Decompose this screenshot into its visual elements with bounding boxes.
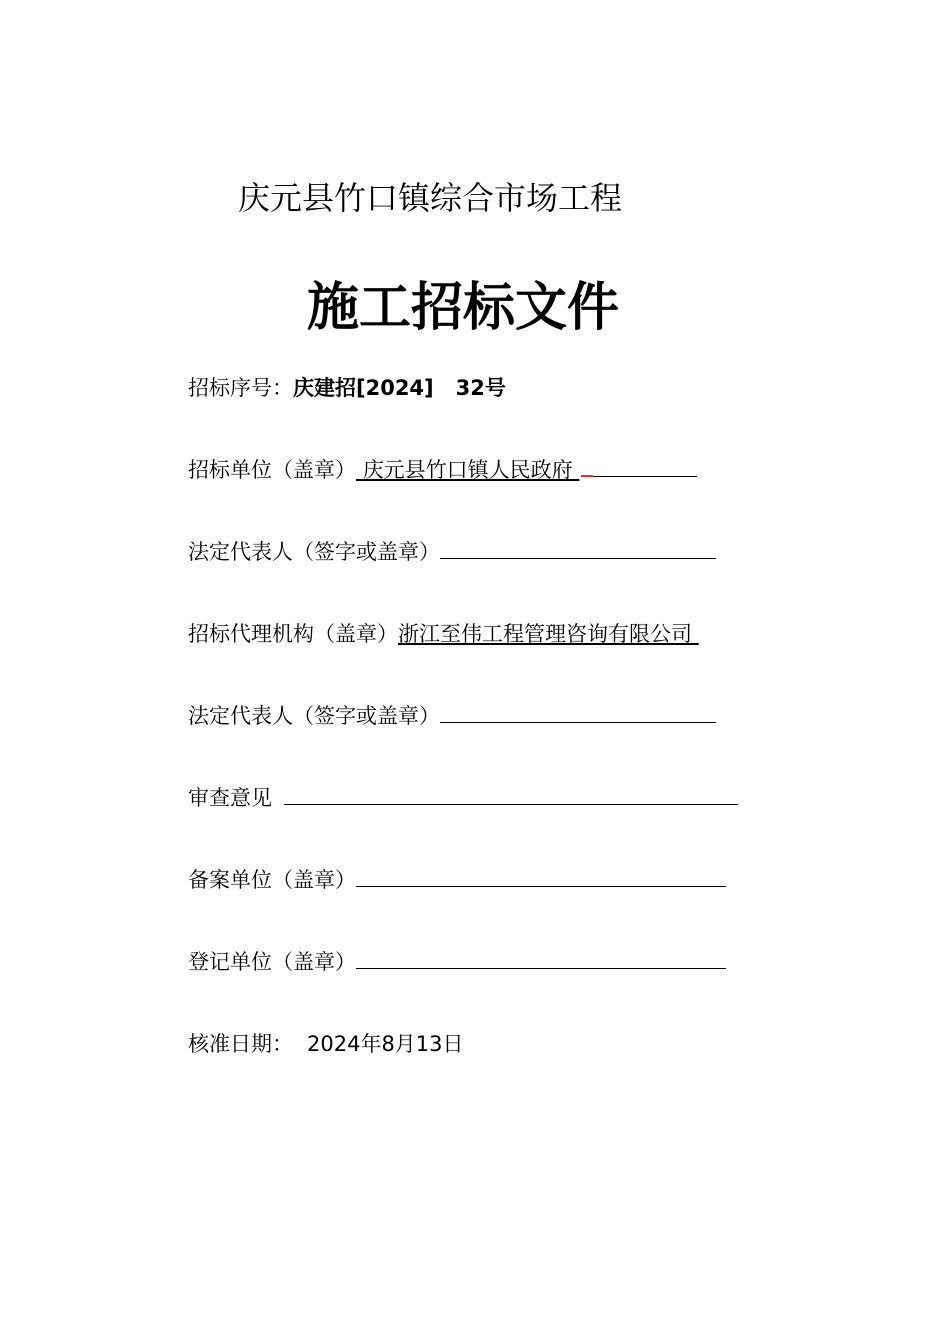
registration-fill-line bbox=[356, 950, 726, 969]
approval-date-row bbox=[188, 1030, 464, 1058]
legal-rep-1-label: 法定代表人（签字或盖章） bbox=[188, 540, 440, 564]
filing-fill-line bbox=[356, 868, 726, 887]
bid-number-value: 庆建招[2024] bbox=[293, 376, 434, 400]
legal-rep-2-label: 法定代表人（签字或盖章） bbox=[188, 704, 440, 728]
tenderer-row bbox=[188, 456, 697, 484]
tenderer-label: 招标单位（盖章） bbox=[188, 458, 356, 482]
review-fill-line bbox=[284, 786, 738, 805]
approval-date-label: 核准日期： bbox=[188, 1032, 293, 1056]
agency-row bbox=[188, 620, 699, 648]
tenderer-value-wrap bbox=[356, 458, 579, 482]
filing-label: 备案单位（盖章） bbox=[188, 868, 356, 892]
agency-value: 浙江至伟工程管理咨询有限公司 bbox=[398, 622, 692, 646]
bid-number-suffix: 32号 bbox=[455, 376, 506, 400]
bid-number-row bbox=[188, 374, 506, 402]
agency-value-wrap bbox=[398, 622, 699, 646]
tenderer-value: 庆元县竹口镇人民政府 bbox=[362, 458, 573, 482]
agency-label: 招标代理机构（盖章） bbox=[188, 622, 398, 646]
legal-rep-2-row bbox=[188, 702, 716, 730]
filing-row bbox=[188, 866, 726, 894]
bid-number-label: 招标序号： bbox=[188, 376, 293, 400]
approval-date-value: 2024年8月13日 bbox=[307, 1032, 464, 1056]
legal-rep-1-row bbox=[188, 538, 716, 566]
tenderer-fill-line bbox=[593, 458, 697, 477]
legal-rep-1-fill-line bbox=[440, 540, 716, 559]
review-row bbox=[188, 784, 738, 812]
legal-rep-2-fill-line bbox=[440, 704, 716, 723]
project-title: 庆元县竹口镇综合市场工程 bbox=[238, 179, 623, 217]
registration-label: 登记单位（盖章） bbox=[188, 950, 356, 974]
red-mark bbox=[581, 475, 593, 477]
review-label: 审查意见 bbox=[188, 786, 272, 810]
registration-row bbox=[188, 948, 726, 976]
document-title: 施工招标文件 bbox=[306, 277, 619, 338]
